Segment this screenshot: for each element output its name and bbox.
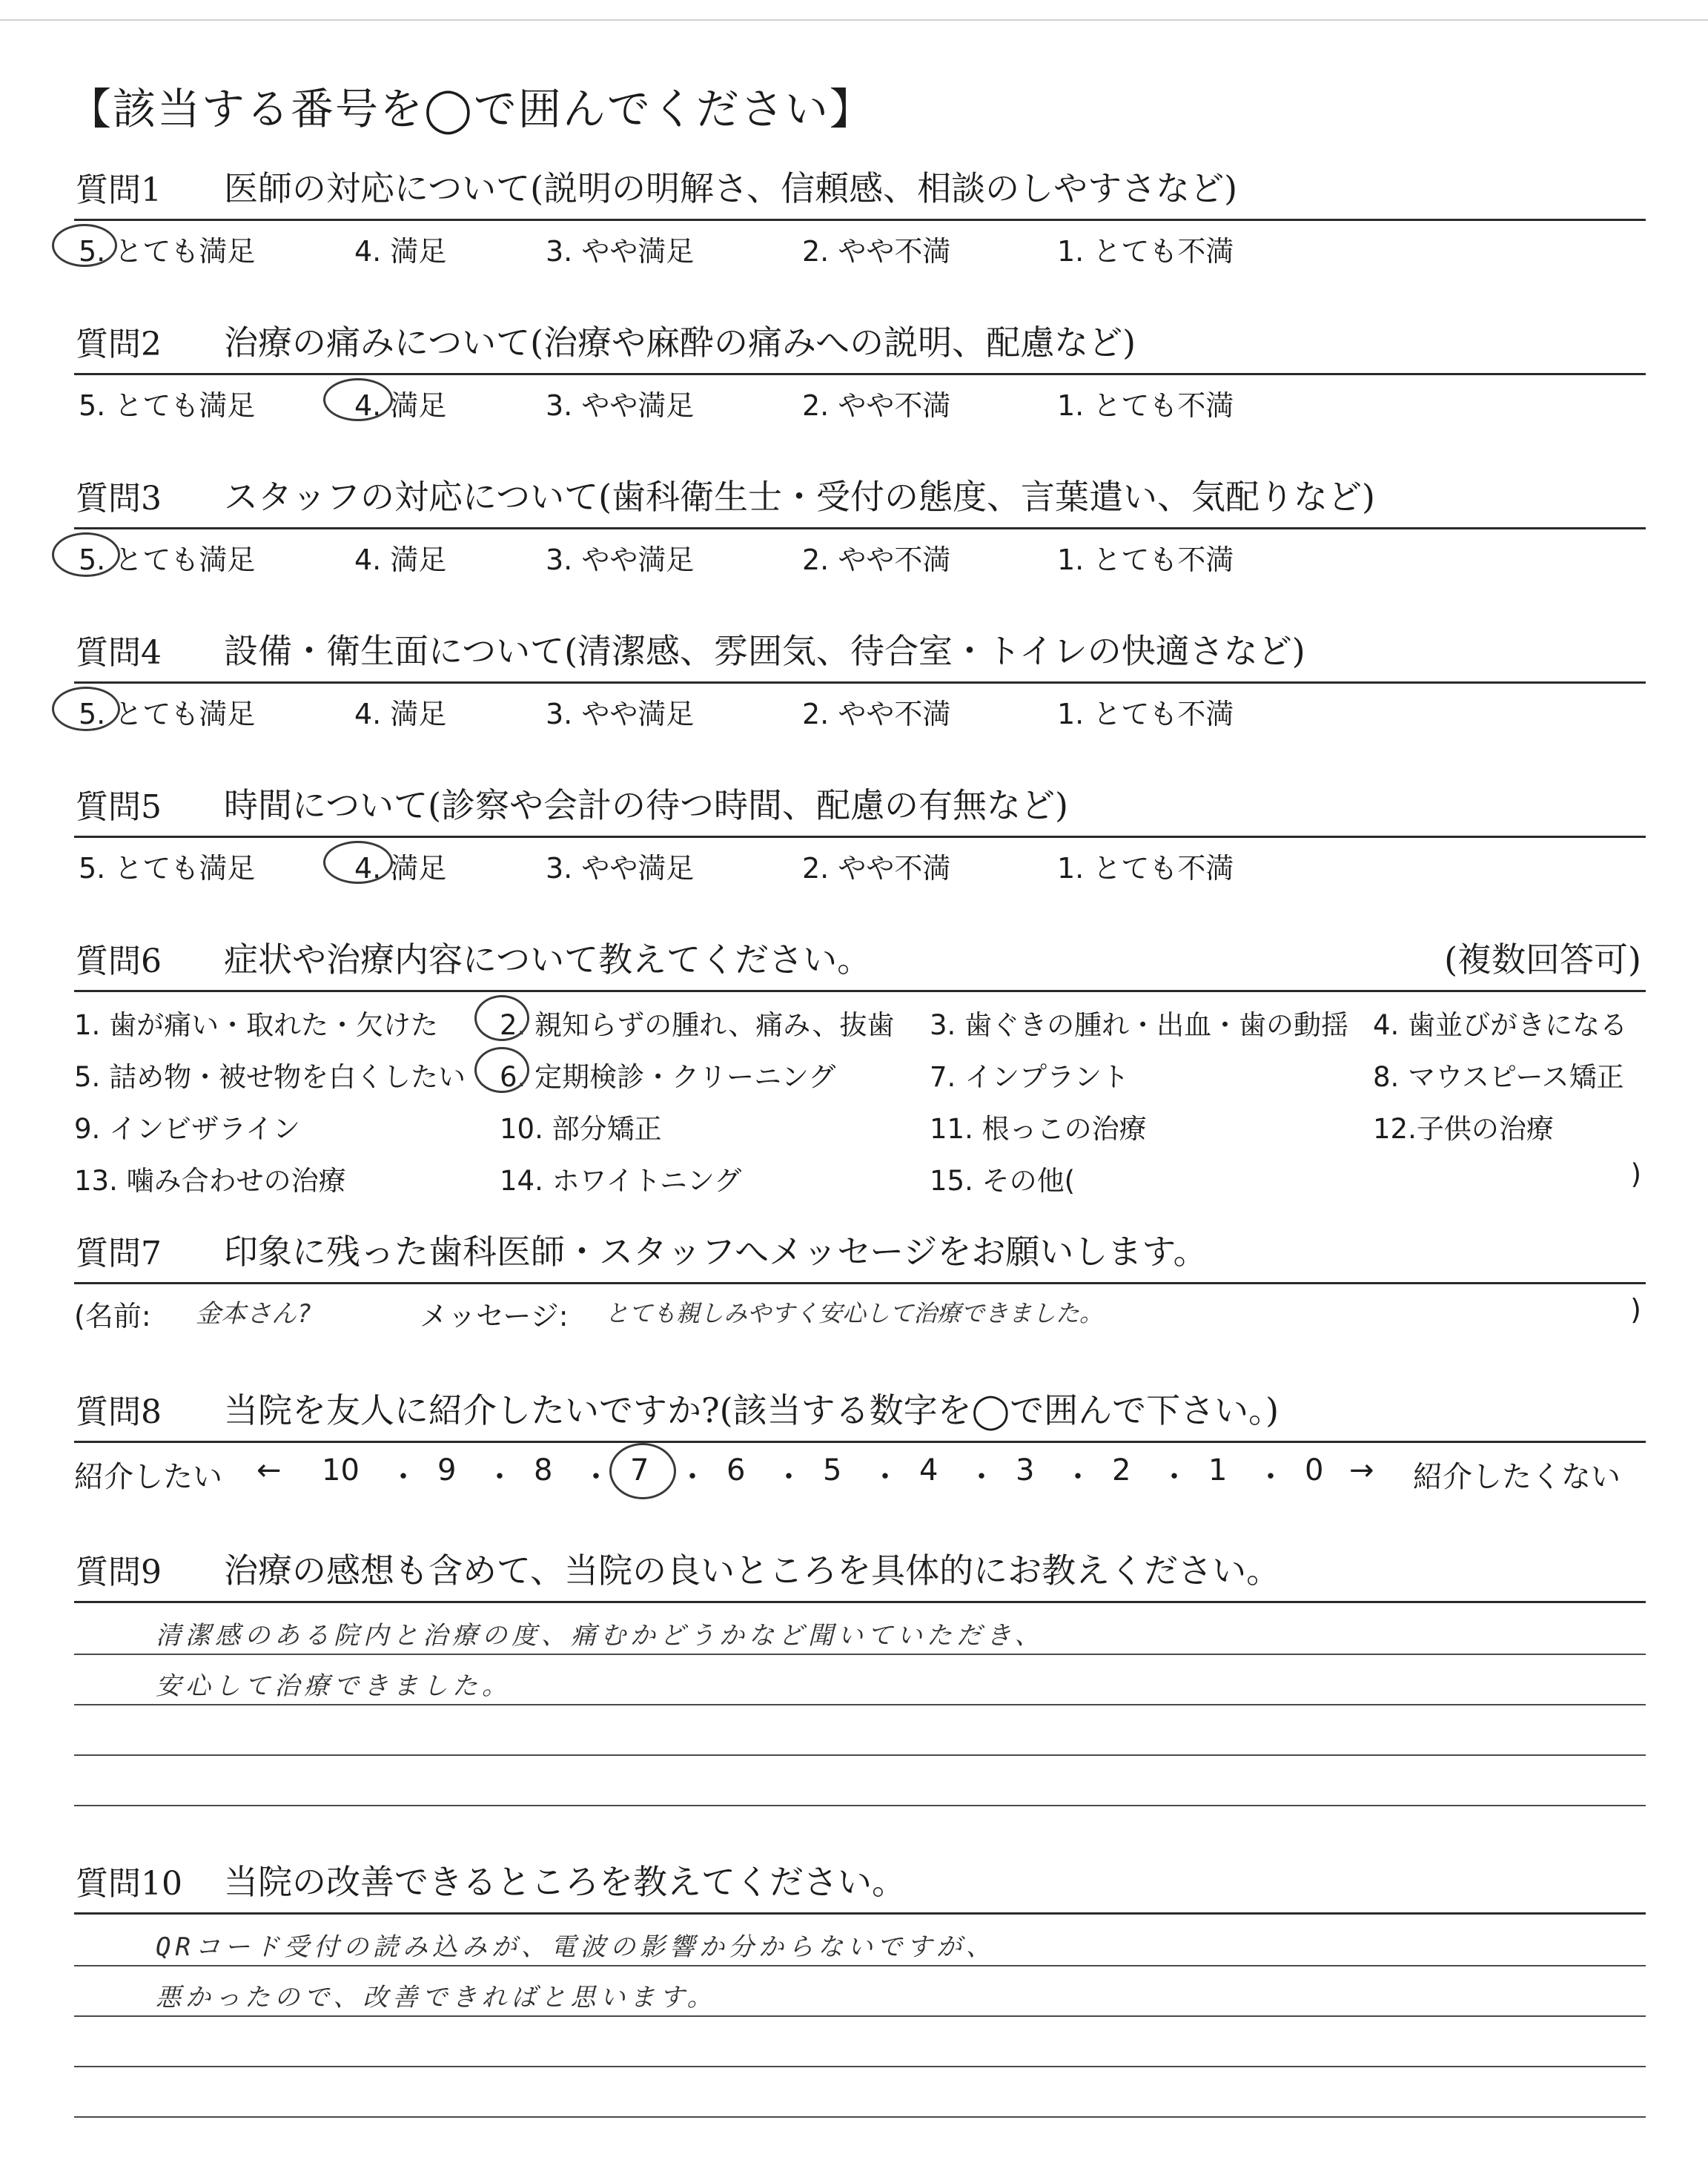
selection-circle [52,532,120,577]
question-text: 当院を友人に紹介したいですか?(該当する数字を◯で囲んで下さい。) [224,1390,1280,1430]
question-number: 質問3 [76,480,162,518]
scale-value[interactable]: 10 [322,1453,360,1487]
symptom-option[interactable]: 8. マウスピース矯正 [1373,1061,1624,1093]
question-6 [74,937,1646,1200]
answer-area[interactable] [74,1603,1646,1870]
handwritten-answer-line: 悪かったので、改善できればと思います。 [156,1983,717,2012]
question-number: 質問10 [76,1865,182,1903]
writing-line [74,1805,1646,1806]
question-text: 当院の改善できるところを教えてください。 [224,1862,906,1902]
close-paren: ) [1630,1293,1641,1326]
option-1[interactable]: 1. とても不満 [1057,389,1234,422]
rating-options [74,221,1646,270]
selection-circle [474,995,529,1041]
question-text: スタッフの対応について(歯科衛生士・受付の態度、言葉遣い、気配りなど) [224,477,1375,517]
writing-line [74,1754,1646,1756]
symptom-options [74,992,1646,1200]
question-9 [74,1548,1646,1870]
multi-answer-note: (複数回答可) [1444,939,1641,980]
question-text: 印象に残った歯科医師・スタッフへメッセージをお願いします。 [224,1232,1208,1272]
option-5[interactable]: 5. とても満足 [79,235,256,268]
question-number: 質問6 [76,942,162,980]
symptom-option[interactable]: 11. 根っこの治療 [930,1113,1147,1145]
scale-value[interactable]: 4 [919,1453,939,1487]
scale-dot: ・ [678,1460,707,1494]
selection-circle [323,841,393,884]
scale-value[interactable]: 5 [823,1453,842,1487]
symptom-option[interactable]: 12.子供の治療 [1373,1113,1554,1145]
scale-value[interactable]: 6 [726,1453,746,1487]
writing-line [74,1654,1646,1655]
symptom-option[interactable]: 9. インビザライン [74,1113,300,1145]
recommend-scale [74,1443,1646,1499]
scale-dot: ・ [581,1460,611,1494]
option-3[interactable]: 3. やや満足 [546,852,695,885]
question-text: 症状や治療内容について教えてください。 [224,939,872,980]
option-2[interactable]: 2. やや不満 [802,544,951,576]
option-1[interactable]: 1. とても不満 [1057,544,1234,576]
question-8 [74,1388,1646,1499]
scale-dot: ・ [774,1460,804,1494]
scale-dot: ・ [1159,1460,1189,1494]
writing-line [74,2066,1646,2067]
option-2[interactable]: 2. やや不満 [802,235,951,268]
question-number: 質問5 [76,788,162,826]
option-4[interactable]: 4. 満足 [354,698,447,730]
option-5[interactable]: 5. とても満足 [79,544,256,576]
question-number: 質問4 [76,634,162,672]
scale-value[interactable]: 0 [1305,1453,1324,1487]
scale-dot: ・ [1063,1460,1093,1494]
handwritten-answer-line: QRコード受付の読み込みが、電波の影響か分からないですが、 [156,1932,996,1962]
message-field[interactable]: とても親しみやすく安心して治療できました。 [605,1299,1104,1327]
scale-right-label: 紹介したくない [1413,1460,1621,1494]
option-2[interactable]: 2. やや不満 [802,852,951,885]
option-2[interactable]: 2. やや不満 [802,389,951,422]
question-10 [74,1860,1646,2159]
scale-dot: ・ [388,1460,418,1494]
symptom-option[interactable]: 14. ホワイトニング [500,1165,742,1197]
writing-line [74,2116,1646,2118]
option-4[interactable]: 4. 満足 [354,544,447,576]
scale-dot: ・ [485,1460,514,1494]
question-text: 医師の対応について(説明の明解さ、信頼感、相談のしやすさなど) [224,168,1238,208]
scale-dot: ・ [1256,1460,1285,1494]
scale-value[interactable]: 7 [630,1453,649,1487]
scale-value[interactable]: 9 [437,1453,457,1487]
option-4[interactable]: 4. 満足 [354,389,447,422]
answer-area[interactable] [74,1915,1646,2159]
question-number: 質問9 [76,1553,162,1591]
question-number: 質問1 [76,171,162,209]
question-2 [74,320,1646,424]
question-5 [74,783,1646,887]
question-text: 時間について(診察や会計の待つ時間、配慮の有無など) [224,785,1068,825]
question-number: 質問8 [76,1393,162,1431]
symptom-option[interactable]: 6. 定期検診・クリーニング [500,1061,836,1093]
selection-circle [609,1443,676,1499]
option-4[interactable]: 4. 満足 [354,852,447,885]
page-title: 【該当する番号を◯で囲んでください】 [68,84,874,134]
name-label: (名前: [74,1300,151,1332]
symptom-option[interactable]: 4. 歯並びがきになる [1373,1009,1628,1041]
name-field[interactable]: 金本さん? [196,1299,312,1329]
option-3[interactable]: 3. やや満足 [546,235,695,268]
option-5[interactable]: 5. とても満足 [79,389,256,422]
question-1 [74,166,1646,270]
question-3 [74,475,1646,578]
option-3[interactable]: 3. やや満足 [546,544,695,576]
question-number: 質問7 [76,1235,162,1272]
message-label: メッセージ: [420,1300,569,1332]
option-3[interactable]: 3. やや満足 [546,698,695,730]
option-2[interactable]: 2. やや不満 [802,698,951,730]
symptom-option[interactable]: 1. 歯が痛い・取れた・欠けた [74,1009,439,1041]
arrow-right-icon: → [1349,1453,1374,1487]
rating-options [74,529,1646,578]
writing-line [74,2015,1646,2017]
option-4[interactable]: 4. 満足 [354,235,447,268]
option-3[interactable]: 3. やや満足 [546,389,695,422]
option-1[interactable]: 1. とても不満 [1057,698,1234,730]
symptom-option[interactable]: 3. 歯ぐきの腫れ・出血・歯の動揺 [930,1009,1349,1041]
option-1[interactable]: 1. とても不満 [1057,852,1234,885]
question-text: 治療の感想も含めて、当院の良いところを具体的にお教えください。 [224,1550,1281,1591]
message-row [74,1284,1646,1336]
scan-edge [0,19,1708,21]
symptom-option[interactable]: 2. 親知らずの腫れ、痛み、抜歯 [500,1009,895,1041]
question-4 [74,629,1646,733]
option-5[interactable]: 5. とても満足 [79,698,256,730]
question-number: 質問2 [76,326,162,363]
question-text: 設備・衛生面について(清潔感、雰囲気、待合室・トイレの快適さなど) [224,631,1305,671]
option-1[interactable]: 1. とても不満 [1057,235,1234,268]
arrow-left-icon: ← [256,1453,282,1487]
question-7 [74,1229,1646,1336]
symptom-option[interactable]: 5. 詰め物・被せ物を白くしたい [74,1061,466,1093]
scale-left-label: 紹介したい [74,1460,222,1494]
scale-value[interactable]: 8 [534,1453,553,1487]
writing-line [74,1965,1646,1966]
writing-line [74,1704,1646,1705]
handwritten-answer-line: 清潔感のある院内と治療の度、痛むかどうかなど聞いていただき、 [156,1621,1045,1651]
selection-circle [52,687,120,731]
symptom-option[interactable]: 7. インプラント [930,1061,1130,1093]
other-close-paren: ) [1630,1158,1641,1190]
rating-options [74,838,1646,887]
symptom-option[interactable]: 13. 噛み合わせの治療 [74,1165,346,1197]
scale-value[interactable]: 2 [1112,1453,1131,1487]
rating-options [74,684,1646,733]
selection-circle [52,224,117,267]
question-text: 治療の痛みについて(治療や麻酔の痛みへの説明、配慮など) [224,323,1136,363]
selection-circle [474,1047,529,1093]
symptom-option[interactable]: 10. 部分矯正 [500,1113,662,1145]
scale-dot: ・ [967,1460,996,1494]
option-5[interactable]: 5. とても満足 [79,852,256,885]
scale-value[interactable]: 3 [1016,1453,1035,1487]
symptom-option[interactable]: 15. その他( [930,1165,1076,1197]
rating-options [74,375,1646,424]
handwritten-answer-line: 安心して治療できました。 [156,1671,512,1701]
selection-circle [323,378,393,421]
scale-value[interactable]: 1 [1208,1453,1228,1487]
scale-dot: ・ [870,1460,900,1494]
